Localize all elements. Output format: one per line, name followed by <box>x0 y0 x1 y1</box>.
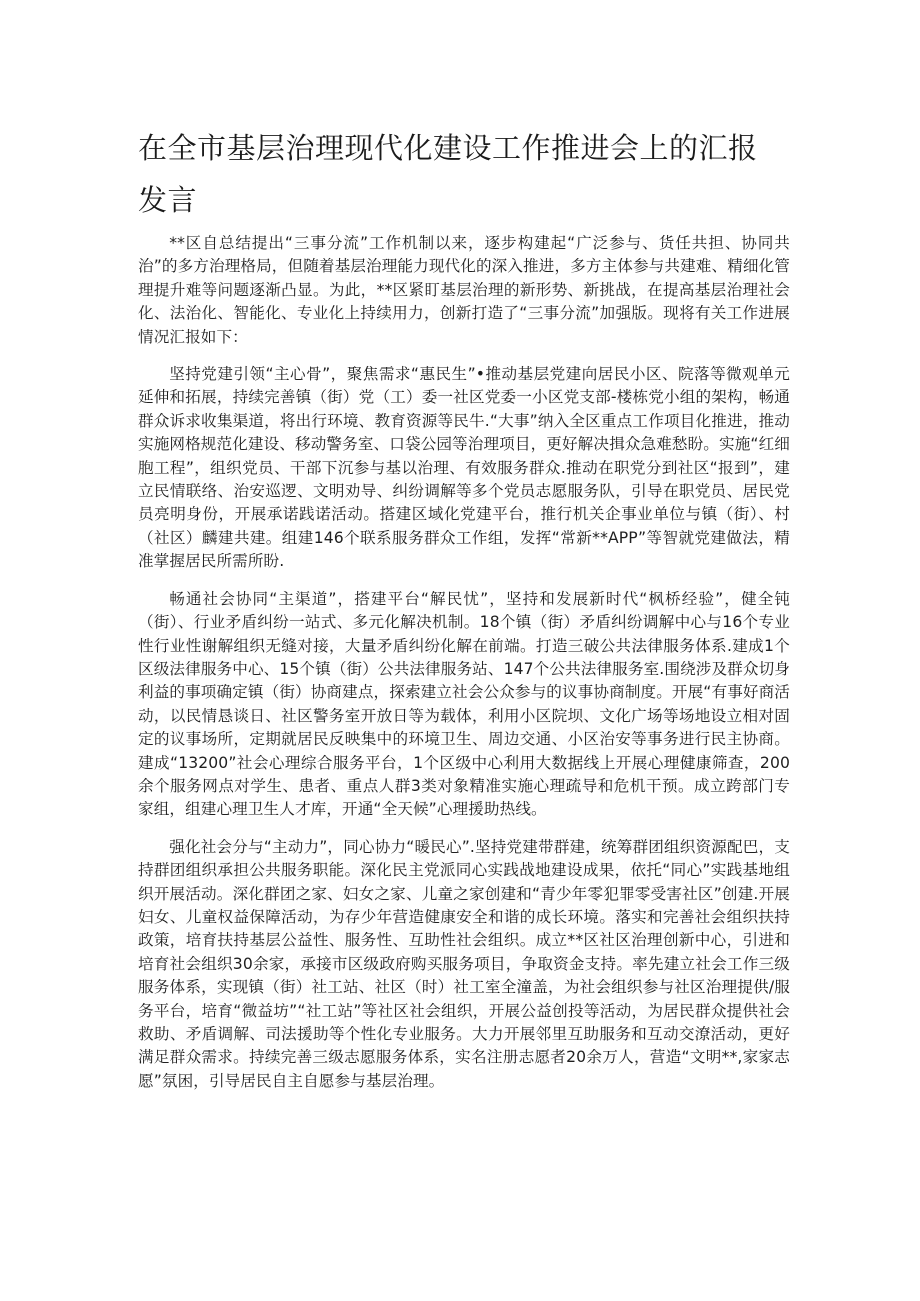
paragraph-party-leadership: 坚持党建引领“主心骨”，聚焦需求“惠民生”•推动基层党建向居民小区、院落等微观单元延伸和拓展，持续完善镇（街）党（工）委一社区党委一小区党支部-楼栋党小组的架构，畅通群众诉求收集渠道，将出行环境、教育资源等民牛.“大事”纳入全区重点工作项目化推进，推动实施网格规范化建设、移动警务室、口袋公园等治理项目，更好解决揖众急难愁盼。实施“红细胞工程”，组织党员、干部下沉参与基以治理、有效服务群众.推动在职党分到社区“报到”，建立民情联络、治安巡逻、文明劝导、纠纷调解等多个党员志愿服务队，引导在职党员、居民党员亮明身份，开展承诺践诺活动。搭建区域化党建平台，推行机关企事业单位与镇（街）、村（社区）麟建共建。组建146个联系服务群众工作组，发挥“常新**APP”等智就党建做法，精准掌握居民所需所盼. <box>138 365 790 571</box>
paragraph-intro: **区自总结提出“三事分流”工作机制以来，逐步构建起“广泛参与、货任共担、协同共治”的多方治理格局，但随着基层治理能力现代化的深入推进，多方主体参与共建难、精细化管理提升难等问题逐渐凸显。为此，**区紧盯基层治理的新形势、新挑战，在提高基层治理社会化、法治化、智能化、专业化上持续用力，创新打造了“三事分流”加强版。现将有关工作进展情况汇报如下： <box>138 234 790 346</box>
paragraph-social-coordination: 畅通社会协同“主渠道”，搭建平台“解民忧”，坚持和发展新时代“枫桥经验”，健全钝（街）、行业矛盾纠纷一站式、多元化解决机制。18个镇（街）矛盾纠纷调解中心与16个专业性行业性谢解组织无缝对接，大量矛盾纠纷化解在前端。打造三破公共法律服务体系.建成1个区级法律服务中心、15个镇（街）公共法律服务站、147个公共法律服务室.围绕涉及群众切身利益的事项确定镇（街）协商建点，探索建立社会公众参与的议事协商制度。开展“有事好商活动，以民情恳谈日、社区警务室开放日等为载体，利用小区院坝、文化广场等场地设立相对固定的议事场所，定期就居民反映集中的环境卫生、周边交通、小区治安等事务进行民主协商。建成“13200”社会心理综合服务平台，1个区级中心利用大数据线上开展心理健康筛查，200余个服务网点对学生、患者、重点人群3类对象精准实施心理疏导和危机干预。成立跨部门专家组，组建心理卫生人才库，开通“全天候”心理援助热线。 <box>138 589 791 819</box>
document-body <box>138 232 790 1107</box>
document-title: 在全市基层治理现代化建设工作推进会上的汇报发言 <box>138 131 758 217</box>
paragraph-social-participation: 强化社会分与“主动力”，同心协力“暖民心”.坚持党建带群建，统筹群团组织资源配巴，支持群团组织承担公共服务职能。深化民主党派同心实践战地建设成果，依托“同心”实践基地组织开展活动。深化群团之家、妇女之家、儿童之家创建和“青少年零犯罪零受害社区”创建.开展妇女、儿童权益保障活动，为存少年营造健康安全和谐的成长环境。落实和完善社会组织扶持政策，培育扶持基层公益性、服务性、互助性社会组织。成立**区社区治理创新中心，引进和培育社会组织30余家，承接市区级政府购买服务项目，争取资金支持。率先建立社会工作三级服务体系，实现镇（街）社工站、社区（时）社工室全潼盖，为社会组织参与社区治理提供/服务平台，培育“微益坊”“社工站”等社区社会组织，开展公益创投等活动，为居民群众提供社会救助、矛盾调解、司法援助等个性化专业服务。大力开展邻里互助服务和互动交潦活动，更好满足群众需求。持续完善三级志愿服务体系，实名注册志愿者20余万人，营造“文明**,家家志愿”氛困，引导居民自主自愿参与基层治理。 <box>138 837 790 1090</box>
